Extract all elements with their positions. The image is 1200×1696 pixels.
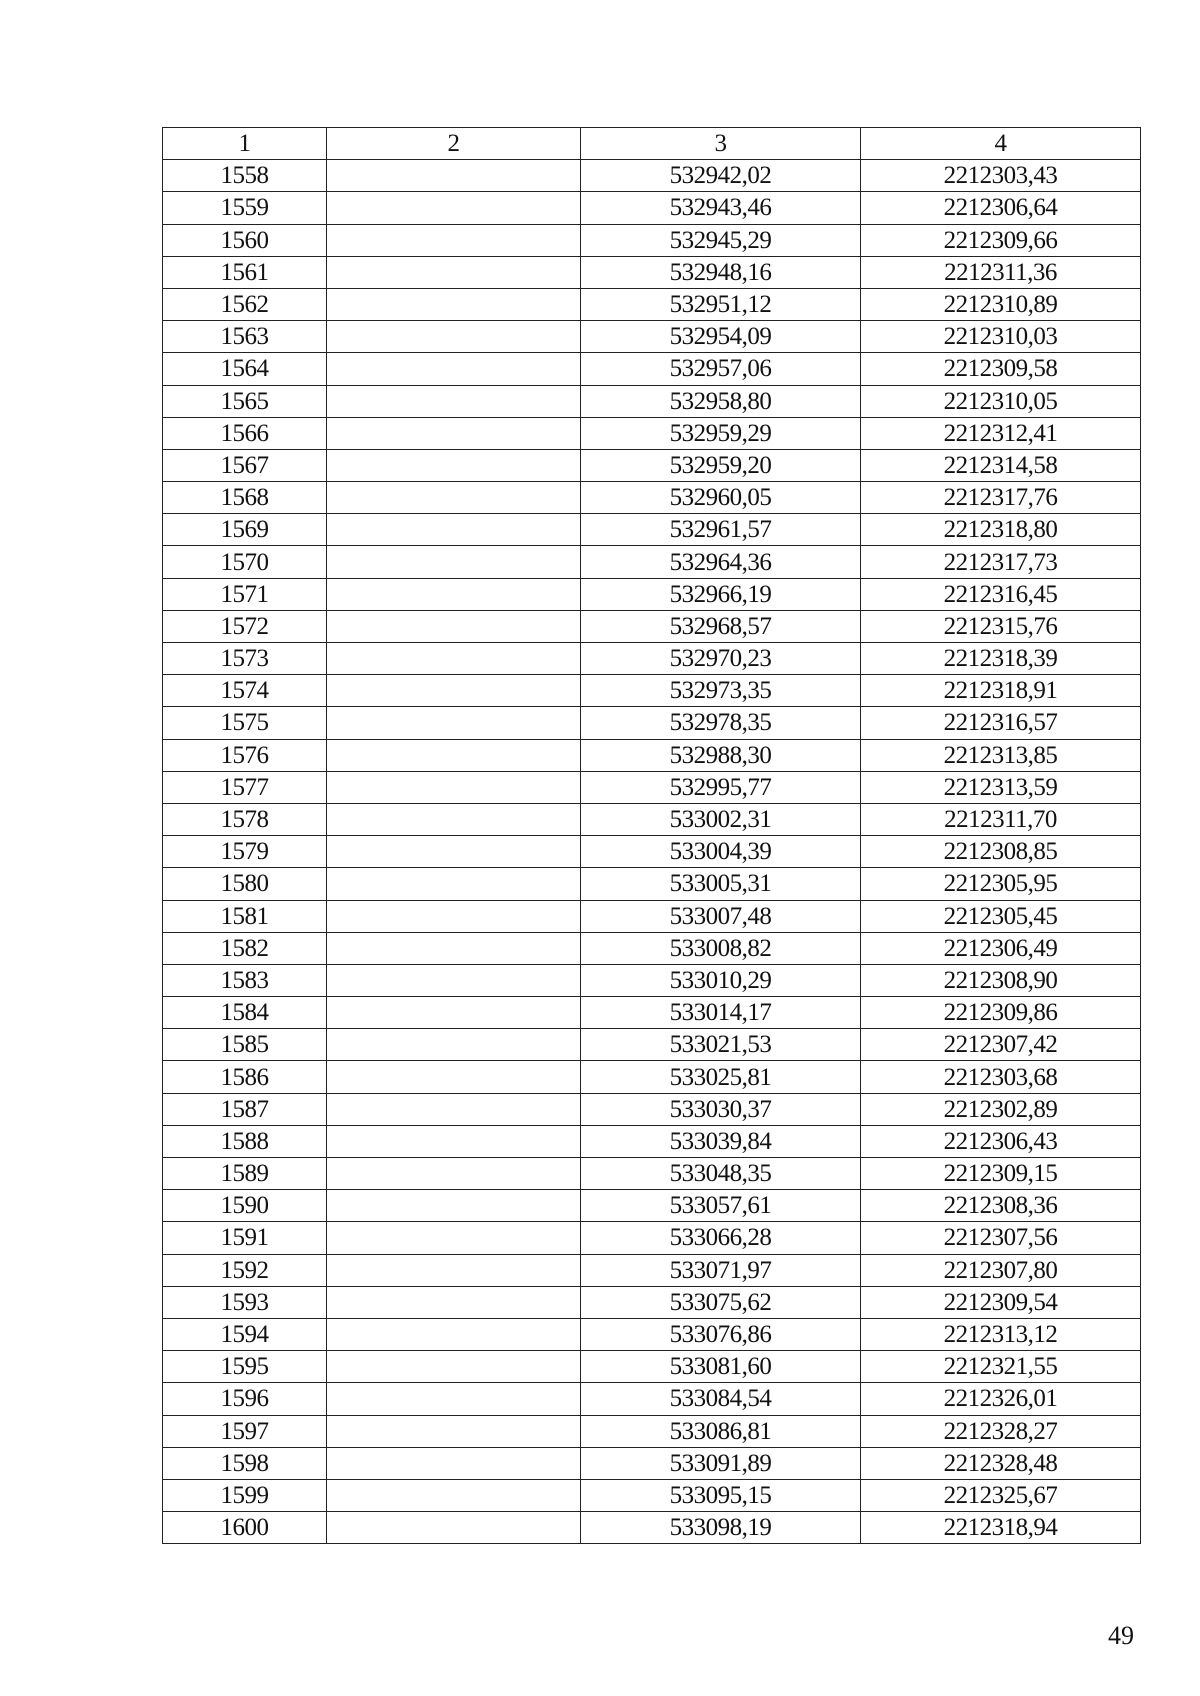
header-col-3: 3 xyxy=(581,128,861,160)
table-row xyxy=(163,288,1141,320)
table-cell-col-3: 532978,35 xyxy=(581,707,861,739)
table-cell-col-3: 533002,31 xyxy=(581,803,861,835)
table-row xyxy=(163,707,1141,739)
table-cell-col-3: 532961,57 xyxy=(581,514,861,546)
table-cell-col-1: 1568 xyxy=(163,482,327,514)
table-cell-col-3: 533021,53 xyxy=(581,1029,861,1061)
table-header xyxy=(163,128,1141,160)
table-cell-col-4: 2212309,86 xyxy=(861,997,1141,1029)
table-cell-col-4: 2212309,58 xyxy=(861,353,1141,385)
table-cell-col-2 xyxy=(327,803,581,835)
table-cell-col-2 xyxy=(327,514,581,546)
table-row xyxy=(163,160,1141,192)
table-cell-col-3: 533066,28 xyxy=(581,1222,861,1254)
table-cell-col-3: 533081,60 xyxy=(581,1351,861,1383)
table-cell-col-2 xyxy=(327,1351,581,1383)
table-cell-col-2 xyxy=(327,417,581,449)
header-col-4: 4 xyxy=(861,128,1141,160)
table-cell-col-4: 2212305,95 xyxy=(861,868,1141,900)
table-cell-col-3: 532995,77 xyxy=(581,771,861,803)
table-cell-col-3: 533098,19 xyxy=(581,1512,861,1544)
table-cell-col-1: 1570 xyxy=(163,546,327,578)
table-cell-col-1: 1594 xyxy=(163,1318,327,1350)
table-cell-col-1: 1595 xyxy=(163,1351,327,1383)
table-cell-col-3: 532973,35 xyxy=(581,675,861,707)
table-cell-col-3: 532964,36 xyxy=(581,546,861,578)
table-row xyxy=(163,868,1141,900)
table-cell-col-2 xyxy=(327,900,581,932)
table-cell-col-4: 2212305,45 xyxy=(861,900,1141,932)
table-cell-col-2 xyxy=(327,771,581,803)
table-cell-col-1: 1592 xyxy=(163,1254,327,1286)
table-row xyxy=(163,1029,1141,1061)
table-cell-col-3: 532968,57 xyxy=(581,610,861,642)
table-row xyxy=(163,1415,1141,1447)
table-row xyxy=(163,256,1141,288)
table-cell-col-4: 2212303,68 xyxy=(861,1061,1141,1093)
table-cell-col-2 xyxy=(327,546,581,578)
table-row xyxy=(163,417,1141,449)
table-cell-col-4: 2212312,41 xyxy=(861,417,1141,449)
table-row xyxy=(163,514,1141,546)
table-cell-col-2 xyxy=(327,224,581,256)
table-cell-col-4: 2212326,01 xyxy=(861,1383,1141,1415)
table-cell-col-2 xyxy=(327,643,581,675)
table-cell-col-4: 2212307,42 xyxy=(861,1029,1141,1061)
coordinates-table xyxy=(162,127,1141,1544)
table-cell-col-3: 532948,16 xyxy=(581,256,861,288)
table-cell-col-2 xyxy=(327,256,581,288)
table-cell-col-1: 1559 xyxy=(163,192,327,224)
table-cell-col-1: 1572 xyxy=(163,610,327,642)
header-row xyxy=(163,128,1141,160)
table-cell-col-2 xyxy=(327,836,581,868)
table-cell-col-3: 533005,31 xyxy=(581,868,861,900)
table-cell-col-2 xyxy=(327,1415,581,1447)
table-cell-col-3: 533095,15 xyxy=(581,1479,861,1511)
table-cell-col-1: 1566 xyxy=(163,417,327,449)
table-cell-col-3: 532945,29 xyxy=(581,224,861,256)
table-cell-col-4: 2212302,89 xyxy=(861,1093,1141,1125)
table-cell-col-4: 2212318,80 xyxy=(861,514,1141,546)
table-cell-col-4: 2212310,03 xyxy=(861,321,1141,353)
table-cell-col-1: 1597 xyxy=(163,1415,327,1447)
table-row xyxy=(163,1351,1141,1383)
table-cell-col-1: 1565 xyxy=(163,385,327,417)
table-cell-col-1: 1573 xyxy=(163,643,327,675)
table-cell-col-4: 2212318,94 xyxy=(861,1512,1141,1544)
table-row xyxy=(163,482,1141,514)
table-cell-col-3: 533010,29 xyxy=(581,964,861,996)
table-cell-col-2 xyxy=(327,675,581,707)
page-number: 49 xyxy=(1108,1621,1134,1650)
table-cell-col-3: 532942,02 xyxy=(581,160,861,192)
table-row xyxy=(163,610,1141,642)
table-row xyxy=(163,771,1141,803)
table-row xyxy=(163,932,1141,964)
table-cell-col-4: 2212308,36 xyxy=(861,1190,1141,1222)
table-cell-col-3: 532959,20 xyxy=(581,449,861,481)
table-row xyxy=(163,1383,1141,1415)
table-row xyxy=(163,643,1141,675)
table-cell-col-1: 1599 xyxy=(163,1479,327,1511)
table-cell-col-4: 2212328,27 xyxy=(861,1415,1141,1447)
table-cell-col-2 xyxy=(327,964,581,996)
table-cell-col-4: 2212313,12 xyxy=(861,1318,1141,1350)
table-cell-col-2 xyxy=(327,997,581,1029)
table-cell-col-1: 1560 xyxy=(163,224,327,256)
table-cell-col-4: 2212316,57 xyxy=(861,707,1141,739)
table-cell-col-1: 1585 xyxy=(163,1029,327,1061)
table-cell-col-1: 1583 xyxy=(163,964,327,996)
table-cell-col-1: 1571 xyxy=(163,578,327,610)
table-cell-col-4: 2212309,15 xyxy=(861,1158,1141,1190)
table-cell-col-2 xyxy=(327,739,581,771)
table-cell-col-4: 2212311,70 xyxy=(861,803,1141,835)
table-cell-col-3: 533071,97 xyxy=(581,1254,861,1286)
table-cell-col-3: 532951,12 xyxy=(581,288,861,320)
table-cell-col-2 xyxy=(327,1158,581,1190)
table-cell-col-3: 533075,62 xyxy=(581,1286,861,1318)
table-cell-col-3: 532959,29 xyxy=(581,417,861,449)
table-cell-col-2 xyxy=(327,932,581,964)
table-cell-col-3: 532958,80 xyxy=(581,385,861,417)
table-cell-col-1: 1575 xyxy=(163,707,327,739)
table-cell-col-2 xyxy=(327,610,581,642)
table-cell-col-2 xyxy=(327,1093,581,1125)
table-row xyxy=(163,1061,1141,1093)
table-row xyxy=(163,1447,1141,1479)
table-row xyxy=(163,1125,1141,1157)
table-cell-col-1: 1590 xyxy=(163,1190,327,1222)
table-cell-col-4: 2212328,48 xyxy=(861,1447,1141,1479)
table-cell-col-4: 2212318,39 xyxy=(861,643,1141,675)
table-cell-col-2 xyxy=(327,449,581,481)
table-cell-col-3: 533039,84 xyxy=(581,1125,861,1157)
table-cell-col-3: 532960,05 xyxy=(581,482,861,514)
table-cell-col-3: 533076,86 xyxy=(581,1318,861,1350)
table-cell-col-2 xyxy=(327,192,581,224)
table-cell-col-4: 2212306,43 xyxy=(861,1125,1141,1157)
table-cell-col-2 xyxy=(327,160,581,192)
table-cell-col-2 xyxy=(327,288,581,320)
table-cell-col-1: 1581 xyxy=(163,900,327,932)
table-cell-col-4: 2212311,36 xyxy=(861,256,1141,288)
table-cell-col-1: 1558 xyxy=(163,160,327,192)
table-cell-col-3: 533084,54 xyxy=(581,1383,861,1415)
table-cell-col-3: 532966,19 xyxy=(581,578,861,610)
table-cell-col-2 xyxy=(327,321,581,353)
table-row xyxy=(163,224,1141,256)
table-row xyxy=(163,836,1141,868)
table-row xyxy=(163,964,1141,996)
table-row xyxy=(163,739,1141,771)
table-row xyxy=(163,1479,1141,1511)
table-row xyxy=(163,1286,1141,1318)
table-cell-col-4: 2212310,89 xyxy=(861,288,1141,320)
header-col-2: 2 xyxy=(327,128,581,160)
table-cell-col-4: 2212306,64 xyxy=(861,192,1141,224)
table-cell-col-4: 2212315,76 xyxy=(861,610,1141,642)
table-cell-col-4: 2212317,76 xyxy=(861,482,1141,514)
table-cell-col-4: 2212307,56 xyxy=(861,1222,1141,1254)
table-row xyxy=(163,1158,1141,1190)
table-cell-col-1: 1562 xyxy=(163,288,327,320)
table-row xyxy=(163,803,1141,835)
table-cell-col-1: 1584 xyxy=(163,997,327,1029)
table-cell-col-2 xyxy=(327,578,581,610)
table-cell-col-3: 533014,17 xyxy=(581,997,861,1029)
table-cell-col-4: 2212303,43 xyxy=(861,160,1141,192)
table-cell-col-4: 2212325,67 xyxy=(861,1479,1141,1511)
table-cell-col-2 xyxy=(327,1318,581,1350)
table-cell-col-4: 2212307,80 xyxy=(861,1254,1141,1286)
table-cell-col-1: 1586 xyxy=(163,1061,327,1093)
table-row xyxy=(163,192,1141,224)
table-cell-col-1: 1587 xyxy=(163,1093,327,1125)
table-row xyxy=(163,353,1141,385)
table-cell-col-1: 1579 xyxy=(163,836,327,868)
table-cell-col-2 xyxy=(327,1479,581,1511)
table-cell-col-1: 1567 xyxy=(163,449,327,481)
table-row xyxy=(163,546,1141,578)
table-cell-col-1: 1578 xyxy=(163,803,327,835)
table-cell-col-4: 2212313,59 xyxy=(861,771,1141,803)
table-row xyxy=(163,1512,1141,1544)
table-cell-col-1: 1582 xyxy=(163,932,327,964)
table-cell-col-4: 2212316,45 xyxy=(861,578,1141,610)
table-cell-col-1: 1564 xyxy=(163,353,327,385)
header-col-1: 1 xyxy=(163,128,327,160)
table-cell-col-2 xyxy=(327,1061,581,1093)
table-cell-col-2 xyxy=(327,1125,581,1157)
table-row xyxy=(163,1254,1141,1286)
table-cell-col-1: 1563 xyxy=(163,321,327,353)
table-cell-col-4: 2212317,73 xyxy=(861,546,1141,578)
table-cell-col-2 xyxy=(327,482,581,514)
table-cell-col-4: 2212318,91 xyxy=(861,675,1141,707)
table-cell-col-3: 532943,46 xyxy=(581,192,861,224)
table-cell-col-4: 2212306,49 xyxy=(861,932,1141,964)
table-cell-col-3: 533091,89 xyxy=(581,1447,861,1479)
table-cell-col-1: 1576 xyxy=(163,739,327,771)
table-row xyxy=(163,385,1141,417)
table-cell-col-2 xyxy=(327,868,581,900)
table-cell-col-3: 532970,23 xyxy=(581,643,861,675)
table-cell-col-2 xyxy=(327,1512,581,1544)
table-cell-col-4: 2212314,58 xyxy=(861,449,1141,481)
table-cell-col-1: 1589 xyxy=(163,1158,327,1190)
table-row xyxy=(163,675,1141,707)
table-cell-col-3: 533086,81 xyxy=(581,1415,861,1447)
table-cell-col-3: 533007,48 xyxy=(581,900,861,932)
table-row xyxy=(163,449,1141,481)
table-cell-col-2 xyxy=(327,1447,581,1479)
table-cell-col-3: 533048,35 xyxy=(581,1158,861,1190)
table-row xyxy=(163,1093,1141,1125)
table-cell-col-1: 1588 xyxy=(163,1125,327,1157)
table-cell-col-2 xyxy=(327,1383,581,1415)
table-cell-col-1: 1574 xyxy=(163,675,327,707)
table-cell-col-1: 1591 xyxy=(163,1222,327,1254)
table-cell-col-1: 1569 xyxy=(163,514,327,546)
table-row xyxy=(163,1222,1141,1254)
table-cell-col-3: 533057,61 xyxy=(581,1190,861,1222)
table-cell-col-1: 1596 xyxy=(163,1383,327,1415)
table-cell-col-1: 1580 xyxy=(163,868,327,900)
table-cell-col-2 xyxy=(327,1286,581,1318)
table-cell-col-4: 2212321,55 xyxy=(861,1351,1141,1383)
table-cell-col-2 xyxy=(327,353,581,385)
table-row xyxy=(163,1318,1141,1350)
table-row xyxy=(163,997,1141,1029)
table-cell-col-4: 2212308,85 xyxy=(861,836,1141,868)
table-cell-col-3: 533004,39 xyxy=(581,836,861,868)
table-cell-col-3: 533030,37 xyxy=(581,1093,861,1125)
table-cell-col-2 xyxy=(327,1029,581,1061)
table-cell-col-4: 2212308,90 xyxy=(861,964,1141,996)
table-cell-col-2 xyxy=(327,707,581,739)
table-cell-col-4: 2212313,85 xyxy=(861,739,1141,771)
table-row xyxy=(163,900,1141,932)
table-cell-col-1: 1561 xyxy=(163,256,327,288)
table-cell-col-4: 2212309,66 xyxy=(861,224,1141,256)
table-cell-col-2 xyxy=(327,1222,581,1254)
table-cell-col-3: 533008,82 xyxy=(581,932,861,964)
table-cell-col-3: 532957,06 xyxy=(581,353,861,385)
table-cell-col-1: 1598 xyxy=(163,1447,327,1479)
table-cell-col-1: 1600 xyxy=(163,1512,327,1544)
table-row xyxy=(163,321,1141,353)
table-cell-col-1: 1593 xyxy=(163,1286,327,1318)
table-cell-col-3: 532954,09 xyxy=(581,321,861,353)
table-cell-col-1: 1577 xyxy=(163,771,327,803)
table-cell-col-2 xyxy=(327,1254,581,1286)
table-row xyxy=(163,578,1141,610)
table-cell-col-2 xyxy=(327,1190,581,1222)
table-cell-col-4: 2212309,54 xyxy=(861,1286,1141,1318)
table-cell-col-4: 2212310,05 xyxy=(861,385,1141,417)
table-cell-col-3: 532988,30 xyxy=(581,739,861,771)
table-cell-col-2 xyxy=(327,385,581,417)
table-body xyxy=(163,160,1141,1544)
table-row xyxy=(163,1190,1141,1222)
table-cell-col-3: 533025,81 xyxy=(581,1061,861,1093)
